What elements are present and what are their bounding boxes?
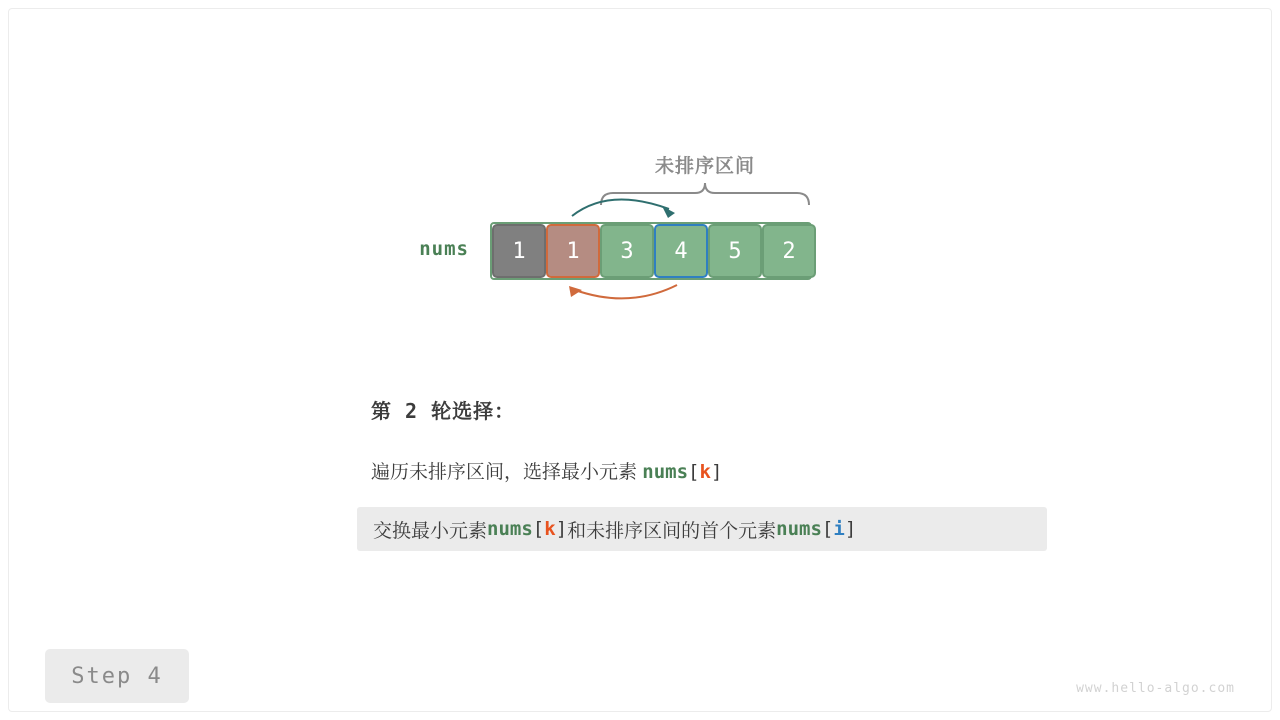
step-description-scan [371,457,722,484]
array-cells [492,224,816,278]
unsorted-range-label: 未排序区间 [654,156,755,177]
code-index-k: k [544,518,556,540]
unsorted-range-brace [601,183,809,205]
code-nums: nums [642,461,689,483]
array-cell-value: 1 [566,238,580,264]
code-nums: nums [776,518,822,540]
code-bracket-close: ] [555,518,568,540]
scan-arrow-head [662,206,675,218]
array-cell-value: 3 [620,238,634,264]
code-bracket-open: [ [688,461,700,483]
step-badge: Step 4 [45,649,189,703]
code-index-k: k [699,461,711,483]
code-nums: nums [487,518,533,540]
scan-text-prefix: 遍历未排序区间，选择最小元素 [371,462,643,483]
code-bracket-open: [ [532,518,545,540]
array-cell [546,224,600,278]
selection-sort-diagram [9,9,1280,339]
array-cell-value: 4 [674,238,688,264]
array-cell [762,224,816,278]
array-cell-value: 1 [512,238,526,264]
array-cell [708,224,762,278]
code-bracket-open: [ [821,518,834,540]
round-title: 第 2 轮选择： [371,399,516,423]
code-bracket-close: ] [844,518,857,540]
array-name-label: nums [419,238,469,260]
swap-arrow-head [569,286,582,297]
swap-text-prefix: 交换最小元素 [373,520,488,542]
code-index-i: i [833,518,845,540]
array-cell-value: 5 [728,238,742,264]
array-cell [654,224,708,278]
page-card [8,8,1272,712]
array-cell [492,224,546,278]
watermark: www.hello-algo.com [1076,681,1235,696]
scan-arrow [572,200,669,216]
swap-arrow [575,285,677,298]
step-description-swap [357,507,1047,551]
array-cell-value: 2 [782,238,796,264]
code-bracket-close: ] [710,461,723,483]
array-cell [600,224,654,278]
swap-text-middle: 和未排序区间的首个元素 [567,520,777,542]
